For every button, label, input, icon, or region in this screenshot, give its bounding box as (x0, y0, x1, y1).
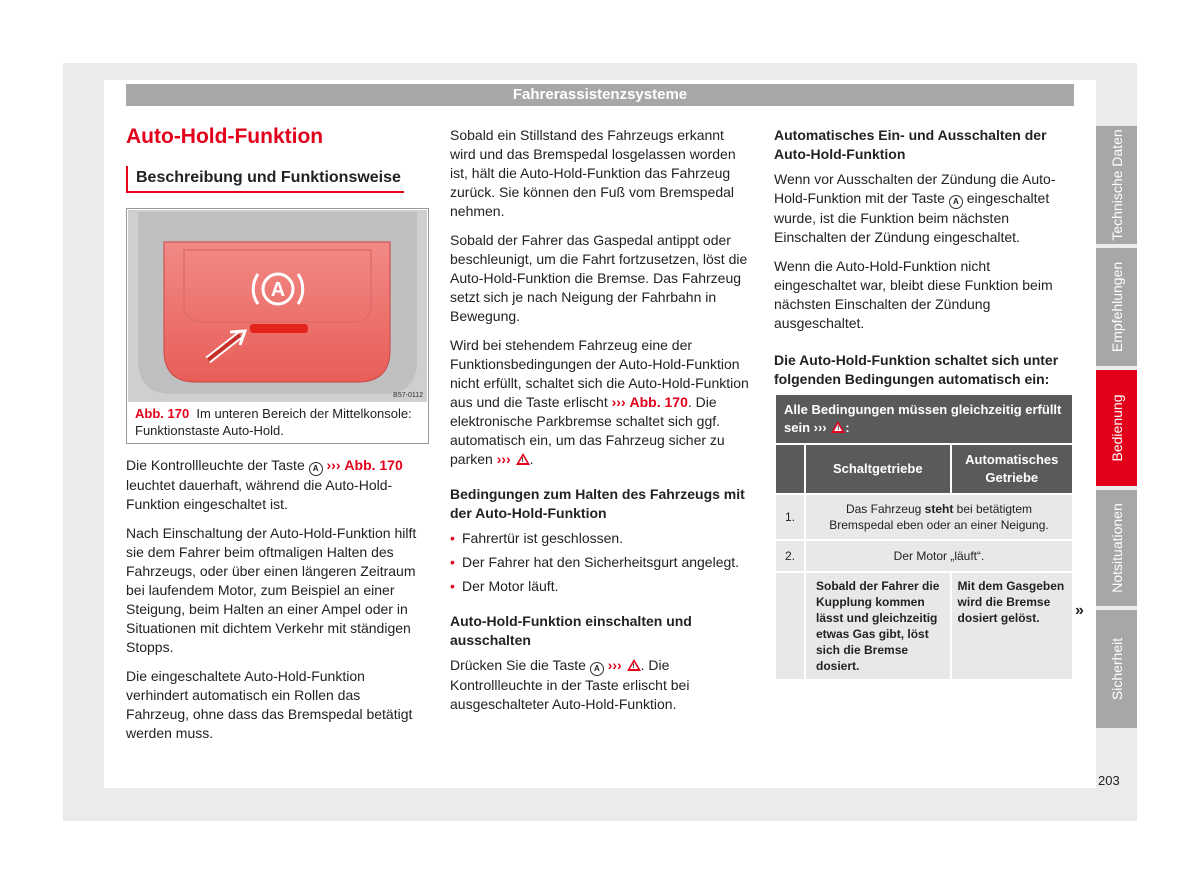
sidebar-tab-bedienung[interactable] (1096, 370, 1137, 486)
auto-hold-illustration (128, 210, 427, 402)
text-bold: steht (924, 502, 954, 516)
sidebar-tab-label: Sicherheit (1108, 637, 1125, 701)
text: leuchtet dauerhaft, während die Auto-Hold-Funktion eingeschaltet ist. (126, 477, 393, 512)
table-cell: Der Motor „läuft“. (805, 540, 1073, 572)
paragraph: Wenn die Auto-Hold-Funktion nicht eingeschaltet war, bleibt diese Funktion beim nächsten Einschalten der Zündung ausgeschaltet. (774, 258, 1053, 331)
list-item: • Der Motor läuft. (450, 577, 750, 596)
figure-reference-code: B57-0112 (393, 392, 423, 399)
auto-hold-icon: A (590, 662, 604, 676)
sidebar-tab-empfehlungen[interactable] (1096, 248, 1137, 366)
warning-icon: ! (831, 421, 845, 433)
section-heading: Bedingungen zum Halten des Fahrzeugs mit der Auto-Hold-Funktion (450, 486, 745, 521)
column-1 (126, 127, 426, 193)
continued-icon: » (1075, 602, 1084, 619)
row-number: 1. (775, 494, 805, 540)
sidebar-tab-label: Notsituationen (1108, 503, 1125, 593)
section-heading: Auto-Hold-Funktion einschalten und ausschalten (450, 613, 692, 648)
table-row (775, 540, 1073, 572)
list-item: • Fahrertür ist geschlossen. (450, 529, 750, 548)
table-header-manual: Schaltgetriebe (805, 444, 951, 494)
list-item: • Der Fahrer hat den Sicherheitsgurt angelegt. (450, 553, 750, 572)
figure-caption (135, 405, 421, 439)
chevron-ref-icon: ››› (611, 394, 626, 410)
conditions-table (774, 393, 1074, 681)
paragraph: Die eingeschaltete Auto-Hold-Funktion verhindert automatisch ein Rollen das Fahrzeug, ohne dass das Bremspedal betätigt werden muss. (126, 668, 413, 741)
sidebar-tab-technische-daten[interactable] (1096, 126, 1137, 244)
sidebar-tab-label: Bedienung (1108, 394, 1125, 462)
figure-link[interactable]: Abb. 170 (344, 457, 403, 473)
row-number-empty (775, 572, 805, 680)
text: Die Kontrollleuchte der Taste (126, 457, 305, 473)
table-title: Alle Bedingungen müssen gleichzeitig erfüllt sein ››› ! : (775, 394, 1073, 444)
table-header-automatic: Automatisches Getriebe (951, 444, 1073, 494)
table-title-text: Alle Bedingungen müssen gleichzeitig erfüllt sein (784, 402, 1062, 435)
text: Drücken Sie die Taste (450, 657, 586, 673)
paragraph (450, 656, 750, 714)
table-cell-automatic: Mit dem Gasgeben wird die Bremse dosiert gelöst. (951, 572, 1073, 680)
paragraph: Wird bei stehendem Fahrzeug eine der Funktionsbedingungen der Auto-Hold-Funktion nicht erfüllt, schaltet sich die Auto-Hold-Funktion aus und die Taste erlischt ››› Abb. 170. Die elektronische Parkbremse schaltet sich ggf. automatisch ein, um das Fahrzeug sicher zu parken ››› ! . (450, 337, 749, 467)
text: . Die Kontrollleuchte in der Taste erlischt bei ausgeschalteter Auto-Hold-Funktion. (450, 657, 690, 712)
table-row (775, 494, 1073, 540)
paragraph (774, 170, 1072, 247)
text: . Die elektronische Parkbremse schaltet sich ggf. automatisch ein, um das Fahrzeug sicher zu parken (450, 394, 725, 467)
paragraph: Sobald ein Stillstand des Fahrzeugs erkannt wird und das Bremspedal losgelassen worden ist, hält die Auto-Hold-Funktion das Fahrzeug zurück. Sie können den Fuß vom Bremspedal nehmen. (450, 127, 736, 219)
figure-170 (126, 208, 429, 444)
paragraph: Nach Einschaltung der Auto-Hold-Funktion hilft sie dem Fahrer beim oftmaligen Halten des Fahrzeugs, oder über einen längeren Zeitraum bei laufendem Motor, zum Beispiel an einer Steigung, beim Halten an einer Ampel oder in Situationen mit dichtem Verkehr mit ständigen Stopps. (126, 525, 417, 655)
figure-link[interactable]: Abb. 170 (629, 394, 688, 410)
auto-hold-icon: A (949, 195, 963, 209)
chevron-ref-icon: ››› (607, 657, 622, 673)
section-header: Fahrerassistenzsysteme (126, 84, 1074, 106)
table-header-row (775, 444, 1073, 494)
text: bei betätigtem Bremspedal eben oder an einer Neigung. (829, 502, 1049, 532)
page-number: 203 (1098, 773, 1120, 788)
table-title-row (775, 394, 1073, 444)
paragraph (126, 456, 421, 514)
table-row (775, 572, 1073, 680)
auto-hold-button-image (128, 210, 427, 402)
chevron-ref-icon: ››› (326, 457, 341, 473)
text: Wird bei stehendem Fahrzeug eine der Funktionsbedingungen der Auto-Hold-Funktion nicht erfüllt, schaltet sich die Auto-Hold-Funktion aus und die Taste erlischt (450, 337, 749, 410)
paragraph: Sobald der Fahrer das Gaspedal antippt oder beschleunigt, um die Fahrt fortzusetzen, löst die Auto-Hold-Funktion die Bremse. Das Fahrzeug setzt sich je nach Neigung der Fahrbahn in Bewegung. (450, 232, 748, 324)
section-subtitle: Beschreibung und Funktionsweise (126, 166, 404, 193)
figure-label: Abb. 170 (135, 406, 190, 421)
auto-hold-icon: A (309, 462, 323, 476)
column-2 (450, 126, 750, 724)
warning-icon: ! (627, 659, 641, 671)
row-number: 2. (775, 540, 805, 572)
table-header-empty (775, 444, 805, 494)
sidebar-tab-label: Empfehlungen (1108, 261, 1125, 353)
figure-caption-text: Im unteren Bereich der Mittelkonsole: Funktionstaste Auto-Hold. (135, 406, 412, 438)
chevron-ref-icon: ››› (813, 420, 827, 435)
text: eingeschaltet wurde, ist die Funktion beim nächsten Einschalten der Zündung eingeschaltet. (774, 190, 1050, 245)
table-cell (805, 494, 1073, 540)
text: Das Fahrzeug (845, 502, 925, 516)
sidebar-tab-label: Technische Daten (1108, 129, 1125, 241)
column-3 (774, 126, 1072, 395)
sidebar-tab-notsituationen[interactable] (1096, 490, 1137, 606)
svg-text:A: A (270, 279, 286, 301)
chevron-ref-icon: ››› (496, 451, 511, 467)
page-title: Auto-Hold-Funktion (126, 125, 324, 148)
column-1-body (126, 456, 421, 753)
text: Wenn vor Ausschalten der Zündung die Auto-Hold-Funktion mit der Taste (774, 171, 1056, 206)
section-heading: Automatisches Ein- und Ausschalten der Auto-Hold-Funktion (774, 127, 1047, 162)
warning-icon: ! (516, 453, 530, 465)
table-cell-manual: Sobald der Fahrer die Kupplung kommen lässt und gleichzeitig etwas Gas gibt, löst sich die Bremse dosiert. (805, 572, 951, 680)
sidebar-tab-sicherheit[interactable] (1096, 610, 1137, 728)
section-heading: Die Auto-Hold-Funktion schaltet sich unter folgenden Bedingungen automatisch ein: (774, 352, 1059, 387)
